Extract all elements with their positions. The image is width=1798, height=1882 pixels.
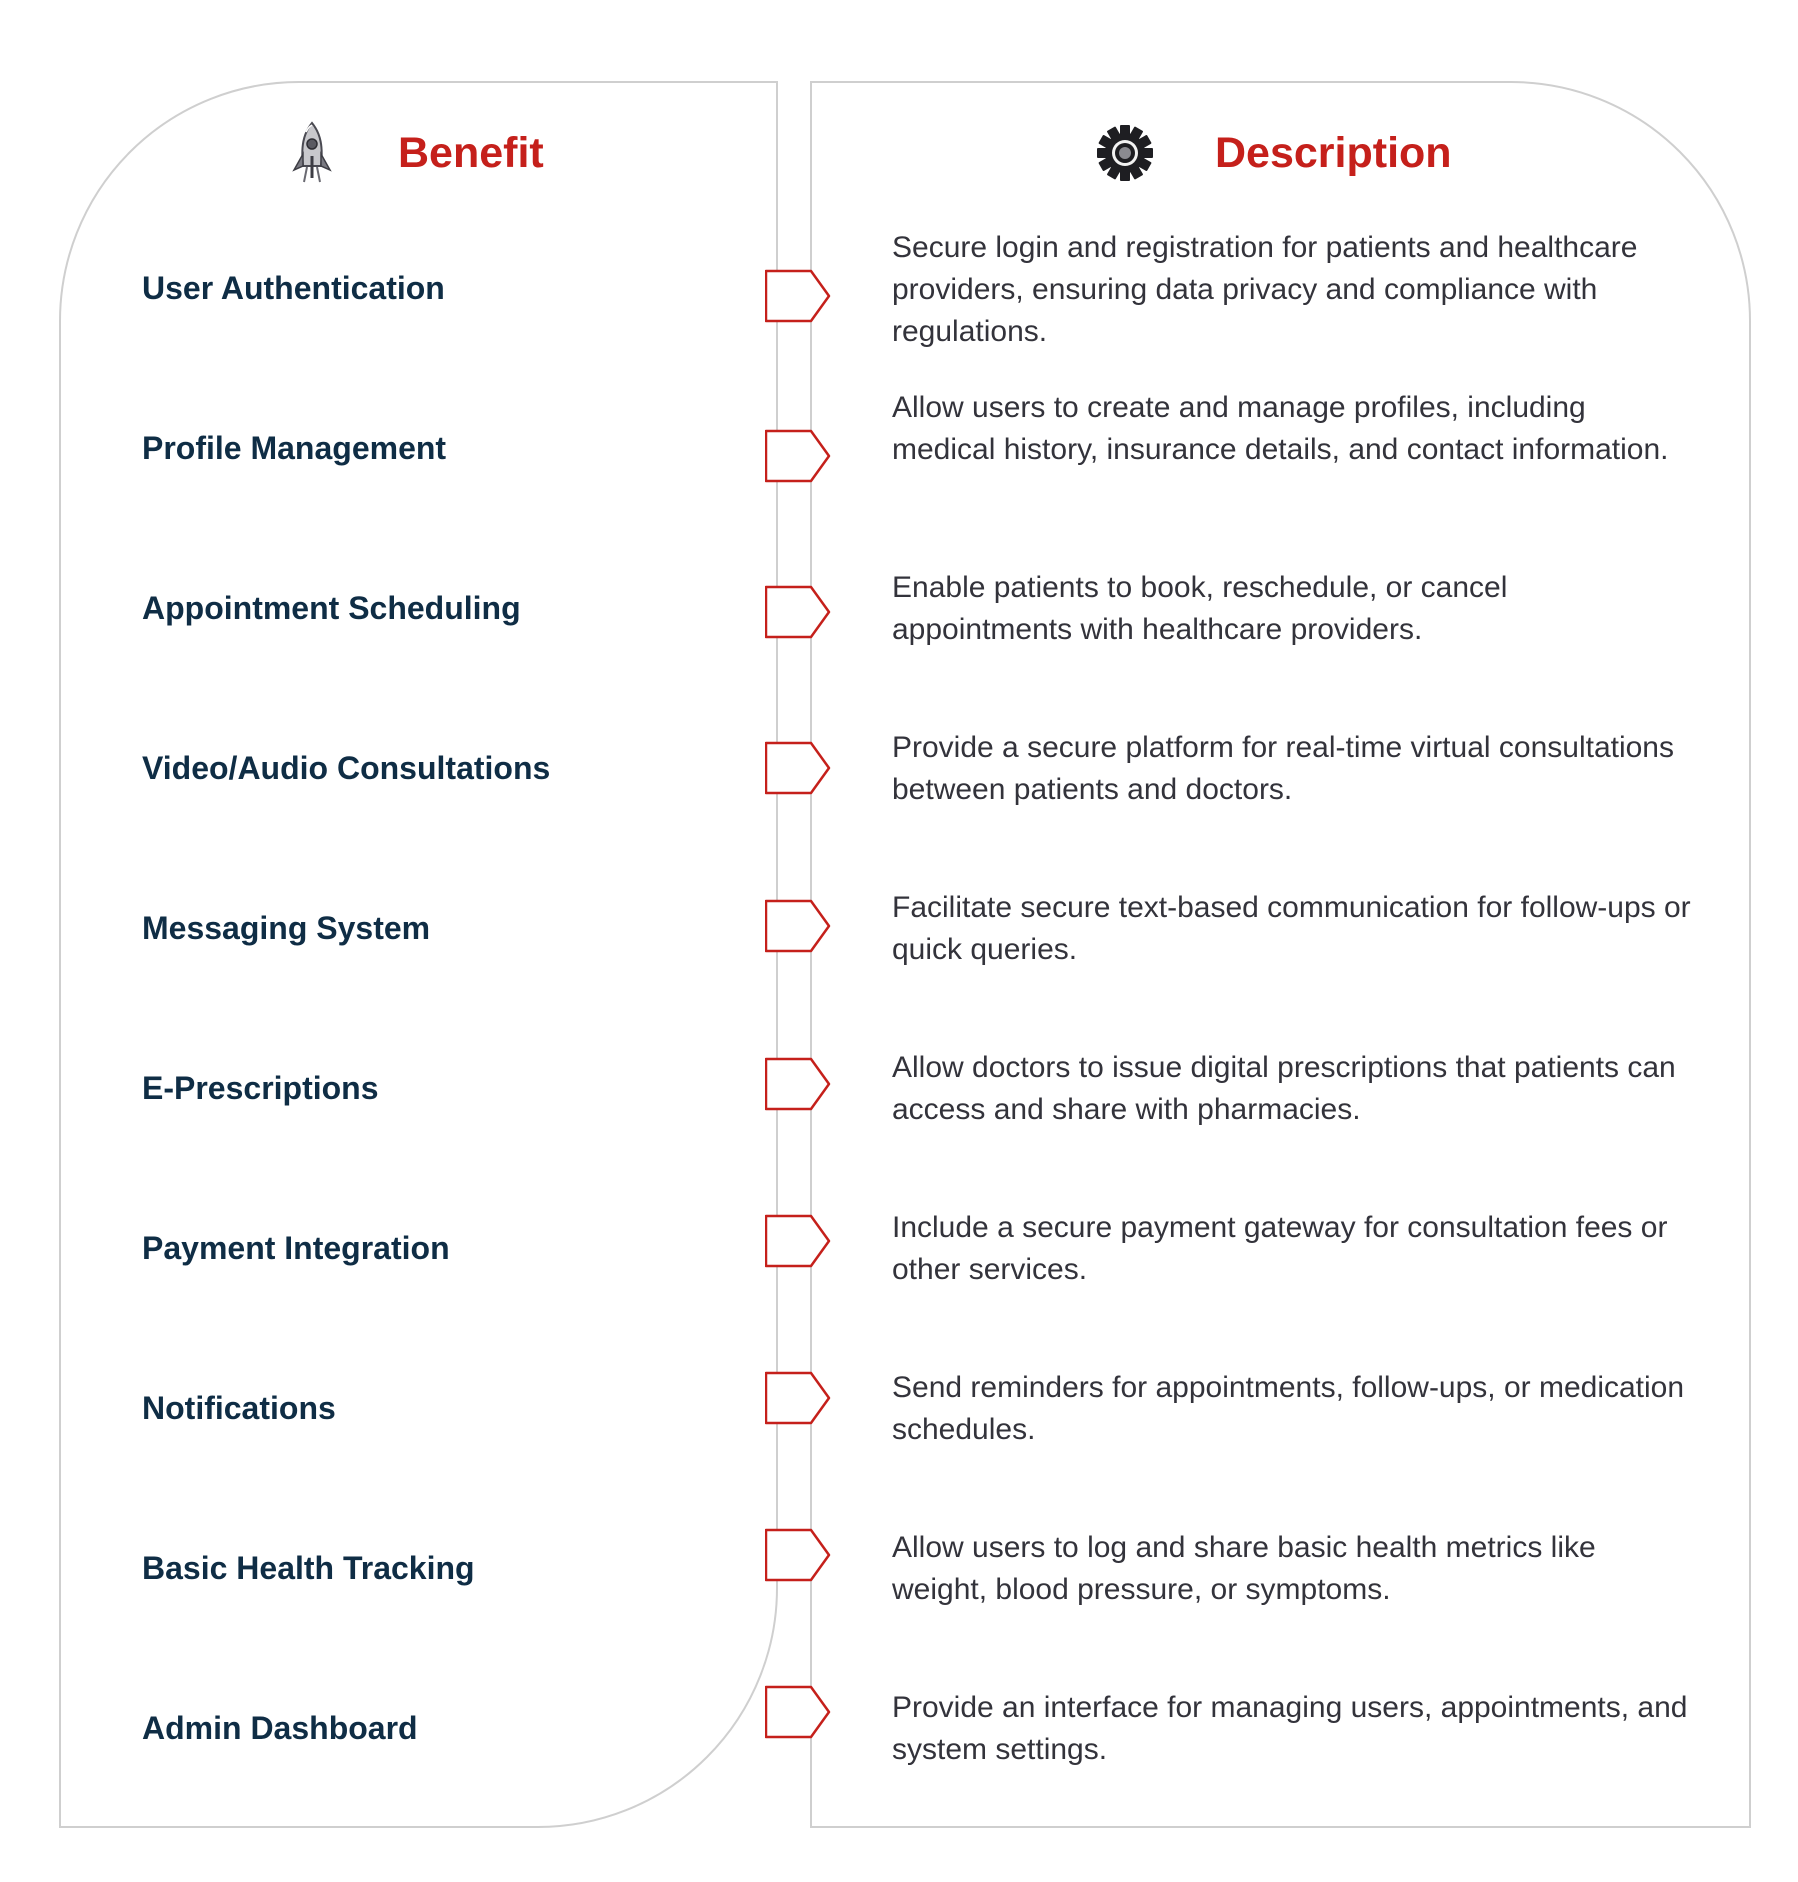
description-basic-health-tracking: Allow users to log and share basic health metrics like weight, blood pressure, or symptoms. <box>892 1531 1596 1606</box>
description-appointment-scheduling: Enable patients to book, reschedule, or cancel appointments with healthcare providers. <box>892 571 1508 646</box>
arrow-tag-icon <box>765 1528 831 1582</box>
benefit-appointment-scheduling: Appointment Scheduling <box>142 590 521 626</box>
description-notifications: Send reminders for appointments, follow-ups, or medication schedules. <box>892 1371 1685 1446</box>
gear-icon <box>1095 123 1155 183</box>
arrow-tag-icon <box>765 1214 831 1268</box>
benefit-profile-management: Profile Management <box>142 430 447 466</box>
description-title: Description <box>1215 128 1452 177</box>
description-payment-integration: Include a secure payment gateway for consultation fees or other services. <box>892 1211 1668 1286</box>
arrow-tag-icon <box>765 585 831 639</box>
benefit-header <box>288 120 544 186</box>
benefit-payment-integration: Payment Integration <box>142 1230 450 1266</box>
description-user-authentication: Secure login and registration for patients and healthcare providers, ensuring data privacy and compliance with regulations. <box>892 231 1638 348</box>
description-profile-management: Allow users to create and manage profiles, including medical history, insurance details, and contact information. <box>892 391 1669 466</box>
benefit-user-authentication: User Authentication <box>142 270 445 306</box>
arrow-tag-icon <box>765 269 831 323</box>
description-admin-dashboard: Provide an interface for managing users, appointments, and system settings. <box>892 1691 1688 1766</box>
description-video-audio-consultations: Provide a secure platform for real-time virtual consultations between patients and doctors. <box>892 731 1674 806</box>
benefit-notifications: Notifications <box>142 1390 336 1426</box>
rocket-icon <box>288 120 336 186</box>
description-e-prescriptions: Allow doctors to issue digital prescriptions that patients can access and share with pharmacies. <box>892 1051 1676 1126</box>
benefit-messaging-system: Messaging System <box>142 910 431 946</box>
description-messaging-system: Facilitate secure text-based communication for follow-ups or quick queries. <box>892 891 1691 966</box>
arrow-tag-icon <box>765 741 831 795</box>
benefit-video-audio-consultations: Video/Audio Consultations <box>142 750 551 786</box>
arrow-tag-icon <box>765 1371 831 1425</box>
arrow-tag-icon <box>765 899 831 953</box>
arrow-tag-icon <box>765 1685 831 1739</box>
description-header <box>1095 120 1452 186</box>
benefit-basic-health-tracking: Basic Health Tracking <box>142 1550 475 1586</box>
arrow-tag-icon <box>765 1057 831 1111</box>
benefit-e-prescriptions: E-Prescriptions <box>142 1070 379 1106</box>
benefit-admin-dashboard: Admin Dashboard <box>142 1710 418 1746</box>
benefit-title: Benefit <box>398 128 544 177</box>
arrow-tag-icon <box>765 429 831 483</box>
